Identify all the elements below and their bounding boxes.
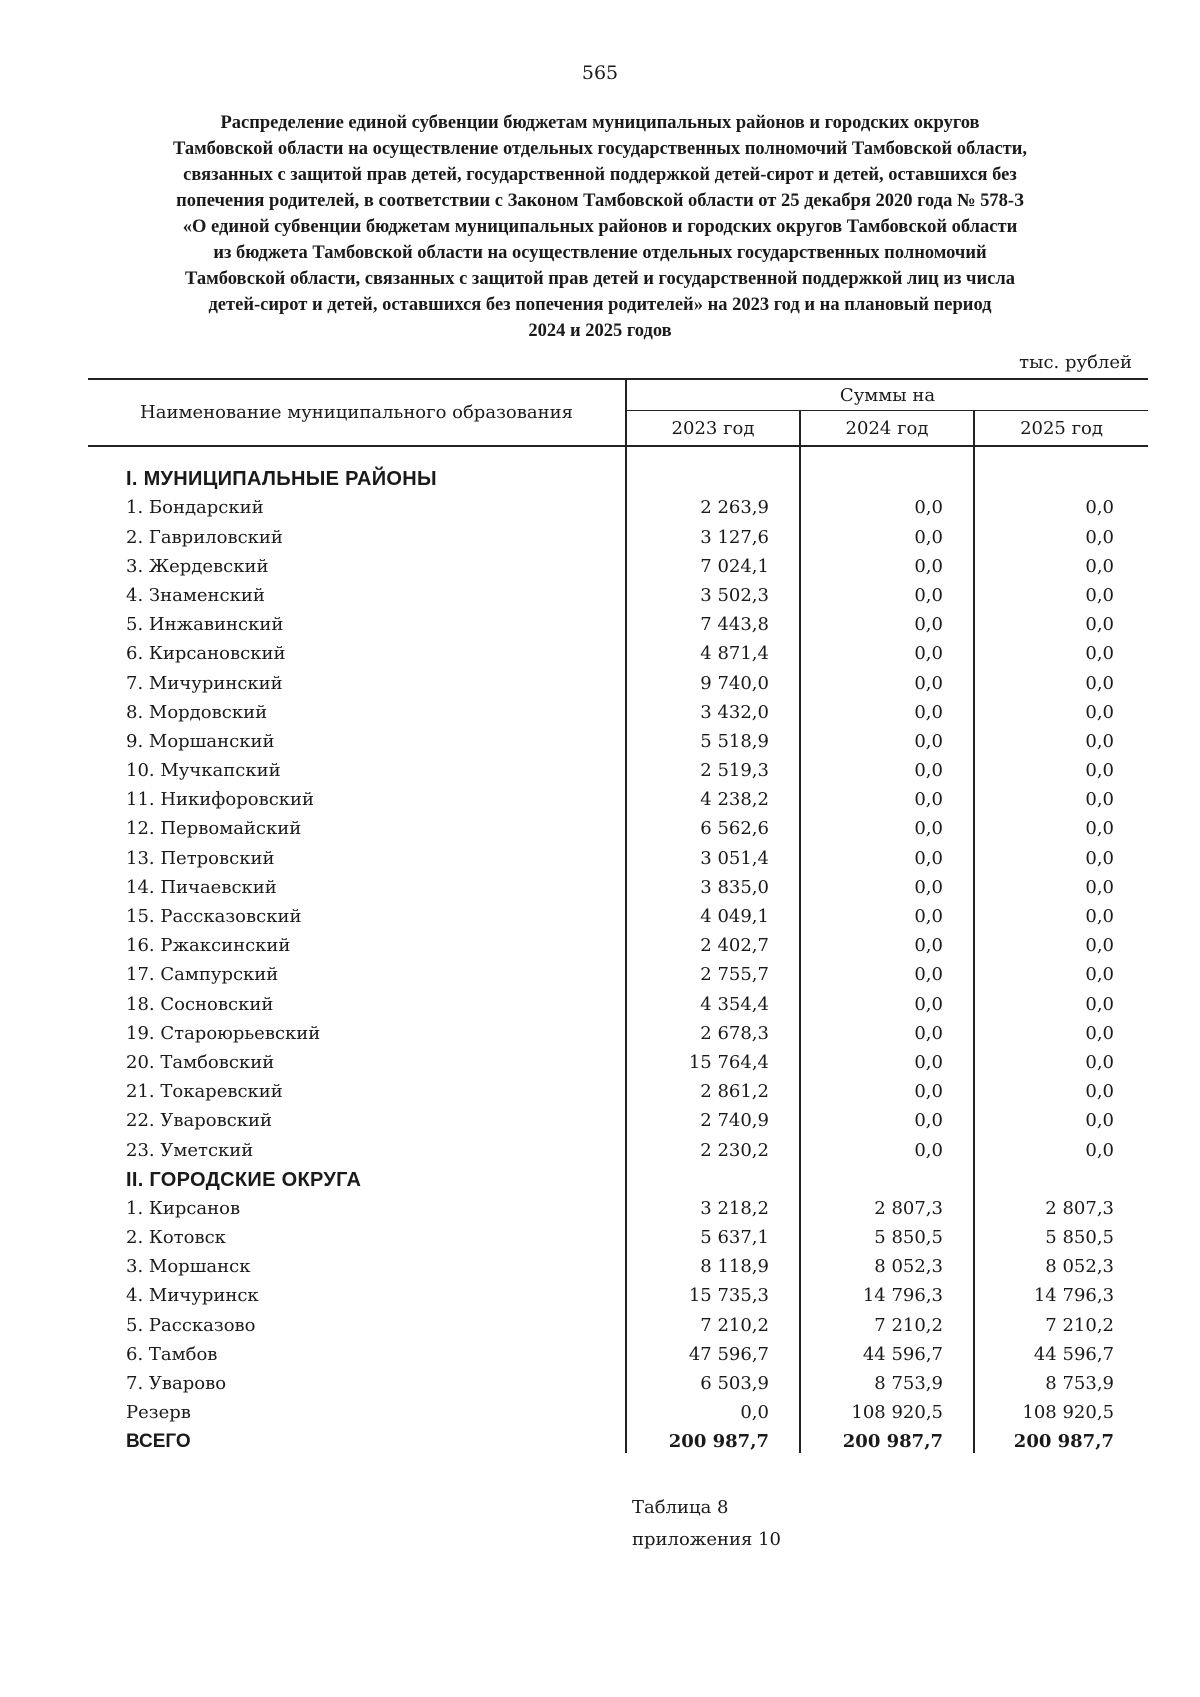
value-2025 [974, 1162, 1148, 1191]
value-2025: 0,0 [1085, 1081, 1115, 1103]
table-row [88, 986, 1148, 1015]
value-2024: 0,0 [800, 490, 974, 519]
value-2023: 4 871,4 [700, 643, 769, 665]
value-2023 [626, 461, 800, 490]
table-row [88, 840, 1148, 869]
row-name: 16. Ржаксинский [88, 928, 626, 957]
row-name: 3. Жердевский [88, 549, 626, 578]
value-2024: 14 796,3 [800, 1278, 974, 1307]
table-row [88, 1045, 1148, 1074]
value-2025 [974, 461, 1148, 490]
table-row [88, 1249, 1148, 1278]
value-2025: 0,0 [1085, 1051, 1115, 1073]
value-2025: 0,0 [1085, 964, 1115, 986]
row-name: ВСЕГО [88, 1424, 626, 1453]
value-2024: 2 807,3 [800, 1191, 974, 1220]
row-name: 1. Бондарский [88, 490, 626, 519]
value-2025: 0,0 [1085, 847, 1115, 869]
value-2025: 0,0 [1085, 614, 1115, 636]
unit-label: тыс. рублей [1019, 352, 1132, 373]
value-2023: 0,0 [740, 1402, 769, 1424]
row-name: 11. Никифоровский [88, 782, 626, 811]
value-2024: 0,0 [800, 957, 974, 986]
document-title [92, 110, 1108, 344]
table-row [88, 870, 1148, 899]
value-2024: 0,0 [800, 695, 974, 724]
value-2023 [626, 446, 800, 461]
value-2024: 44 596,7 [800, 1337, 974, 1366]
value-2023: 3 218,2 [700, 1197, 769, 1219]
value-2023: 15 764,4 [688, 1051, 769, 1073]
table-row [88, 1074, 1148, 1103]
value-2023: 7 210,2 [700, 1314, 769, 1336]
value-2023: 47 596,7 [688, 1343, 769, 1365]
value-2023: 5 518,9 [700, 730, 769, 752]
row-name: 10. Мучкапский [88, 753, 626, 782]
value-2024: 0,0 [800, 636, 974, 665]
header-name: Наименование муниципального образования [88, 379, 626, 446]
value-2025: 8 753,9 [1045, 1373, 1115, 1394]
value-2024: 0,0 [800, 899, 974, 928]
row-name: 4. Знаменский [88, 578, 626, 607]
value-2024: 200 987,7 [800, 1424, 974, 1453]
footer-note [632, 1492, 781, 1556]
row-name: 22. Уваровский [88, 1103, 626, 1132]
value-2025: 14 796,3 [1033, 1285, 1115, 1307]
value-2024: 0,0 [800, 519, 974, 548]
total-row [88, 1424, 1148, 1453]
table-row [88, 957, 1148, 986]
budget-table [88, 378, 1148, 1453]
value-2024: 0,0 [800, 928, 974, 957]
title-line: «О единой субвенции бюджетам муниципальных районов и городских округов Тамбовской области [182, 217, 1018, 237]
title-line: Тамбовской области на осуществление отдельных государственных полномочий Тамбовской области, [172, 139, 1028, 159]
row-name: 20. Тамбовский [88, 1045, 626, 1074]
reserve-row [88, 1395, 1148, 1424]
appendix-number: приложения 10 [632, 1529, 781, 1550]
value-2025: 0,0 [1085, 497, 1115, 519]
spacer-row [88, 446, 1148, 461]
value-2025: 0,0 [1085, 555, 1115, 577]
table-row [88, 665, 1148, 694]
table-body [88, 446, 1148, 1453]
value-2023: 8 118,9 [700, 1256, 769, 1278]
table-row [88, 1366, 1148, 1395]
row-name: 7. Мичуринский [88, 665, 626, 694]
value-2025: 0,0 [1085, 818, 1115, 840]
section-heading [88, 1162, 1148, 1191]
value-2025: 0,0 [1085, 1139, 1115, 1161]
value-2024: 0,0 [800, 665, 974, 694]
value-2023: 9 740,0 [700, 672, 769, 694]
row-name: 14. Пичаевский [88, 870, 626, 899]
table-row [88, 1103, 1148, 1132]
title-line: Распределение единой субвенции бюджетам муниципальных районов и городских округов [220, 113, 980, 133]
table-number: Таблица 8 [632, 1497, 729, 1518]
value-2025: 0,0 [1085, 672, 1115, 694]
row-name: 19. Староюрьевский [88, 1016, 626, 1045]
value-2024: 0,0 [800, 870, 974, 899]
row-name: 23. Уметский [88, 1132, 626, 1161]
row-name: 2. Гавриловский [88, 519, 626, 548]
value-2024: 0,0 [800, 1016, 974, 1045]
table-row [88, 519, 1148, 548]
value-2024: 0,0 [800, 607, 974, 636]
value-2023: 7 443,8 [700, 614, 769, 636]
value-2024: 8 753,9 [800, 1366, 974, 1395]
header-sums: Суммы на [626, 379, 1148, 411]
table-row [88, 636, 1148, 665]
value-2024: 0,0 [800, 986, 974, 1015]
title-line: детей-сирот и детей, оставшихся без попечения родителей» на 2023 год и на плановый период [208, 295, 992, 315]
value-2024: 108 920,5 [800, 1395, 974, 1424]
table-row [88, 811, 1148, 840]
row-name: 3. Моршанск [88, 1249, 626, 1278]
title-line: из бюджета Тамбовской области на осуществление отдельных государственных полномочий [213, 243, 987, 263]
value-2024: 0,0 [800, 1103, 974, 1132]
row-name: 18. Сосновский [88, 986, 626, 1015]
value-2024: 0,0 [800, 578, 974, 607]
section-heading [88, 461, 1148, 490]
value-2024 [800, 1162, 974, 1191]
table-row [88, 578, 1148, 607]
value-2023: 2 519,3 [700, 760, 769, 782]
value-2023: 6 562,6 [700, 818, 769, 840]
value-2023: 7 024,1 [700, 555, 769, 577]
row-name: 4. Мичуринск [88, 1278, 626, 1307]
value-2025: 5 850,5 [1045, 1227, 1115, 1249]
value-2025: 8 052,3 [1045, 1256, 1115, 1278]
value-2024: 0,0 [800, 724, 974, 753]
table-header [88, 379, 1148, 446]
value-2024: 0,0 [800, 782, 974, 811]
value-2024: 0,0 [800, 753, 974, 782]
value-2023: 3 127,6 [700, 526, 769, 548]
table-row [88, 549, 1148, 578]
value-2023 [626, 1162, 800, 1191]
row-name: 6. Кирсановский [88, 636, 626, 665]
value-2023: 4 238,2 [700, 789, 769, 811]
value-2023: 3 051,4 [700, 847, 769, 869]
row-name: 21. Токаревский [88, 1074, 626, 1103]
title-line: Тамбовской области, связанных с защитой прав детей и государственной поддержкой лиц из числа [185, 269, 1015, 289]
row-name: 12. Первомайский [88, 811, 626, 840]
value-2023: 2 755,7 [700, 964, 769, 986]
table-row [88, 1278, 1148, 1307]
table-row [88, 1132, 1148, 1161]
value-2023: 3 835,0 [700, 876, 769, 898]
table-row [88, 1016, 1148, 1045]
value-2025: 2 807,3 [1045, 1197, 1115, 1219]
row-name: 9. Моршанский [88, 724, 626, 753]
value-2025: 0,0 [1085, 1022, 1115, 1044]
value-2023: 2 230,2 [700, 1139, 769, 1161]
row-name: II. ГОРОДСКИЕ ОКРУГА [88, 1162, 626, 1191]
value-2025: 0,0 [1085, 935, 1115, 957]
row-name: Резерв [88, 1395, 626, 1424]
row-name: 2. Котовск [88, 1220, 626, 1249]
value-2024: 0,0 [800, 1132, 974, 1161]
value-2023: 3 432,0 [700, 701, 769, 723]
title-line: 2024 и 2025 годов [528, 321, 672, 341]
value-2023: 2 740,9 [700, 1110, 769, 1132]
header-year-2024: 2024 год [800, 411, 974, 447]
table-row [88, 928, 1148, 957]
value-2024: 0,0 [800, 811, 974, 840]
value-2025: 108 920,5 [1022, 1402, 1115, 1424]
value-2025: 0,0 [1085, 526, 1115, 548]
table-row [88, 782, 1148, 811]
page-number: 565 [581, 62, 619, 84]
value-2025: 0,0 [1085, 701, 1115, 723]
row-name: 6. Тамбов [88, 1337, 626, 1366]
row-name: 17. Сампурский [88, 957, 626, 986]
header-year-2025: 2025 год [974, 411, 1148, 447]
value-2024: 0,0 [800, 1045, 974, 1074]
value-2023: 3 502,3 [700, 584, 769, 606]
row-name: 1. Кирсанов [88, 1191, 626, 1220]
table-row [88, 724, 1148, 753]
value-2023: 2 678,3 [700, 1022, 769, 1044]
value-2025: 0,0 [1085, 643, 1115, 665]
value-2025: 0,0 [1085, 993, 1115, 1015]
table-row [88, 490, 1148, 519]
value-2025: 0,0 [1085, 1110, 1115, 1132]
title-line: связанных с защитой прав детей, государственной поддержкой детей-сирот и детей, оставшихся без [183, 165, 1017, 185]
value-2025: 7 210,2 [1045, 1314, 1115, 1336]
table-row [88, 1337, 1148, 1366]
value-2023: 2 263,9 [700, 497, 769, 519]
header-year-2023: 2023 год [626, 411, 800, 447]
table-row [88, 1220, 1148, 1249]
row-name: 5. Рассказово [88, 1307, 626, 1336]
value-2024 [800, 461, 974, 490]
value-2023: 4 049,1 [700, 906, 769, 927]
row-name: 5. Инжавинский [88, 607, 626, 636]
row-name: 13. Петровский [88, 840, 626, 869]
value-2024: 5 850,5 [800, 1220, 974, 1249]
value-2025: 0,0 [1085, 760, 1115, 782]
table-row [88, 695, 1148, 724]
value-2023: 200 987,7 [668, 1431, 769, 1453]
value-2023: 5 637,1 [700, 1227, 769, 1249]
value-2023: 6 503,9 [700, 1373, 769, 1394]
value-2024: 7 210,2 [800, 1307, 974, 1336]
row-name: 8. Мордовский [88, 695, 626, 724]
row-name: 7. Уварово [88, 1366, 626, 1395]
value-2024 [800, 446, 974, 461]
value-2024: 0,0 [800, 1074, 974, 1103]
value-2023: 4 354,4 [700, 993, 769, 1015]
table-row [88, 1307, 1148, 1336]
table-row [88, 899, 1148, 928]
value-2025: 44 596,7 [1033, 1343, 1115, 1365]
title-line: попечения родителей, в соответствии с Законом Тамбовской области от 25 декабря 2020 года № 578-З [176, 191, 1024, 211]
value-2025 [974, 446, 1148, 461]
value-2023: 2 861,2 [700, 1081, 769, 1103]
value-2025: 0,0 [1085, 584, 1115, 606]
row-name [88, 446, 626, 461]
value-2024: 0,0 [800, 840, 974, 869]
value-2024: 0,0 [800, 549, 974, 578]
value-2025: 0,0 [1085, 876, 1115, 898]
table-row [88, 1191, 1148, 1220]
value-2025: 0,0 [1085, 789, 1115, 811]
value-2025: 200 987,7 [1013, 1431, 1115, 1453]
table-row [88, 607, 1148, 636]
value-2025: 0,0 [1085, 730, 1115, 752]
table-row [88, 753, 1148, 782]
row-name: 15. Рассказовский [88, 899, 626, 928]
value-2024: 8 052,3 [800, 1249, 974, 1278]
value-2023: 2 402,7 [700, 935, 769, 957]
value-2023: 15 735,3 [688, 1285, 769, 1307]
row-name: I. МУНИЦИПАЛЬНЫЕ РАЙОНЫ [88, 461, 626, 490]
value-2025: 0,0 [1085, 906, 1115, 927]
